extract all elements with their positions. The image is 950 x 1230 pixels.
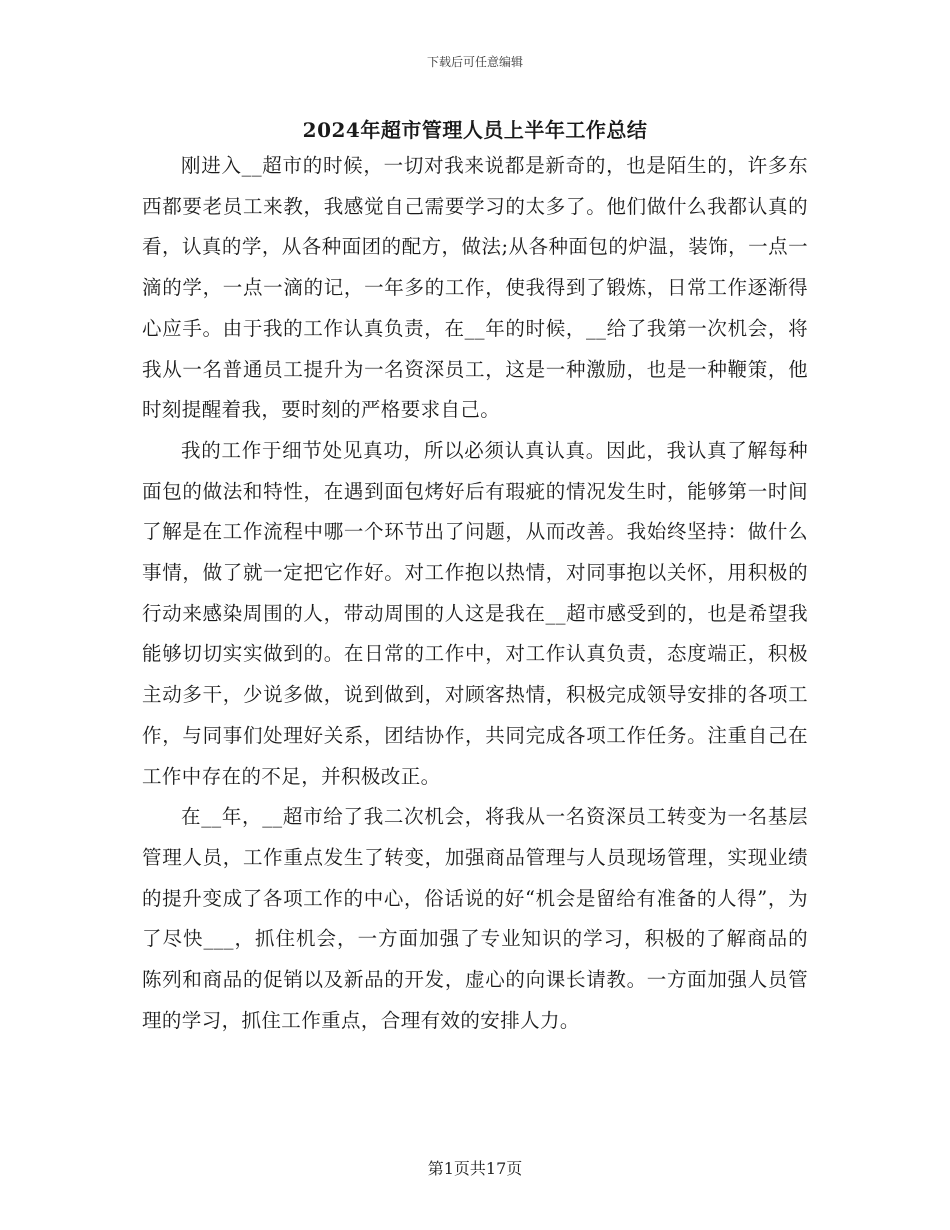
document-title: 2024年超市管理人员上半年工作总结 xyxy=(302,118,648,142)
paragraph-1: 刚进入__超市的时候，一切对我来说都是新奇的，也是陌生的，许多东西都要老员工来教，我感觉自己需要学习的太多了。他们做什么我都认真的看，认真的学，从各种面团的配方，做法;从各种面包的炉温，装饰，一点一滴的学，一点一滴的记，一年多的工作，使我得到了锻炼，日常工作逐渐得心应手。由于我的工作认真负责，在__年的时候，__给了我第一次机会，将我从一名普通员工提升为一名资深员工，这是一种激励，也是一种鞭策，他时刻提醒着我，要时刻的严格要求自己。 xyxy=(142,154,808,422)
paragraph-3: 在__年，__超市给了我二次机会，将我从一名资深员工转变为一名基层管理人员，工作重点发生了转变，加强商品管理与人员现场管理，实现业绩的提升变成了各项工作的中心，俗话说的好“机会是留给有准备的人得”，为了尽快___，抓住机会，一方面加强了专业知识的学习，积极的了解商品的陈列和商品的促销以及新品的开发，虚心的向课长请教。一方面加强人员管理的学习，抓住工作重点，合理有效的安排人力。 xyxy=(142,805,808,1032)
header-note: 下载后可任意编辑 xyxy=(426,55,523,69)
paragraph-2: 我的工作于细节处见真功，所以必须认真认真。因此，我认真了解每种面包的做法和特性，在遇到面包烤好后有瑕疵的情况发生时，能够第一时间了解是在工作流程中哪一个环节出了问题，从而改善。我始终坚持：做什么事情，做了就一定把它作好。对工作抱以热情，对同事抱以关怀，用积极的行动来感染周围的人，带动周围的人这是我在__超市感受到的，也是希望我能够切切实实做到的。在日常的工作中，对工作认真负责，态度端正，积极主动多干，少说多做，说到做到，对顾客热情，积极完成领导安排的各项工作，与同事们处理好关系，团结协作，共同完成各项工作任务。注重自己在工作中存在的不足，并积极改正。 xyxy=(142,438,808,788)
page-number-footer: 第1页共17页 xyxy=(427,1159,523,1178)
document-body xyxy=(142,146,808,1041)
